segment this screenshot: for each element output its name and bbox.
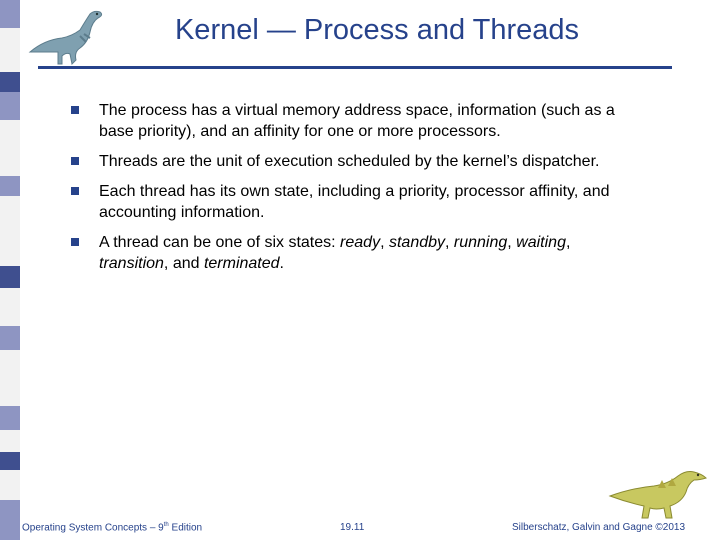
bullet-text-emphasis: ready <box>340 234 381 251</box>
footer-book-title: Operating System Concepts – 9th Edition <box>22 522 203 534</box>
bullet-text: , <box>565 234 571 251</box>
decor-stripe <box>0 500 20 540</box>
bullet-marker-icon <box>71 187 79 195</box>
bullet-text: Threads are the unit of execution scheduled by the kernel’s dispatcher. <box>99 153 600 170</box>
bullet-marker-icon <box>71 157 79 165</box>
footer-copyright: Silberschatz, Galvin and Gagne ©2013 <box>512 522 686 533</box>
decor-stripe <box>0 326 20 350</box>
decor-stripe <box>0 92 20 120</box>
bullet-text-emphasis: waiting <box>516 234 566 251</box>
bullet-item <box>70 232 630 274</box>
decor-stripe <box>0 452 20 470</box>
decor-stripe <box>0 176 20 196</box>
bullet-item <box>70 181 630 223</box>
bullet-list <box>70 100 630 283</box>
bullet-text: . <box>279 255 284 272</box>
bullet-text: Each thread has its own state, including a priority, processor affinity, and accounting information. <box>99 183 610 221</box>
dinosaur-logo-icon <box>608 466 716 522</box>
bullet-text-emphasis: standby <box>388 234 446 251</box>
bullet-text: A thread can be one of six states: <box>99 234 341 251</box>
title-underline <box>38 66 672 69</box>
bullet-item <box>70 151 630 172</box>
footer-page-number: 19.11 <box>340 522 365 533</box>
dinosaur-logo-icon <box>26 6 116 68</box>
bullet-text-emphasis: transition <box>99 255 164 272</box>
bullet-text-emphasis: terminated <box>203 255 280 272</box>
bullet-text: , <box>445 234 454 251</box>
left-decor-bar <box>0 0 20 540</box>
decor-stripe <box>0 406 20 430</box>
bullet-marker-icon <box>71 238 79 246</box>
bullet-marker-icon <box>71 106 79 114</box>
bullet-text: The process has a virtual memory address space, information (such as a base priority), and an affinity for one or more processors. <box>99 102 615 140</box>
bullet-text: , <box>507 234 517 251</box>
decor-stripe <box>0 0 20 28</box>
decor-stripe <box>0 266 20 288</box>
bullet-text: , <box>380 234 389 251</box>
slide-title: Kernel — Process and Threads <box>174 14 580 46</box>
decor-stripe <box>0 72 20 92</box>
bullet-text: , and <box>163 255 204 272</box>
bullet-item <box>70 100 630 142</box>
bullet-text-emphasis: running <box>453 234 508 251</box>
